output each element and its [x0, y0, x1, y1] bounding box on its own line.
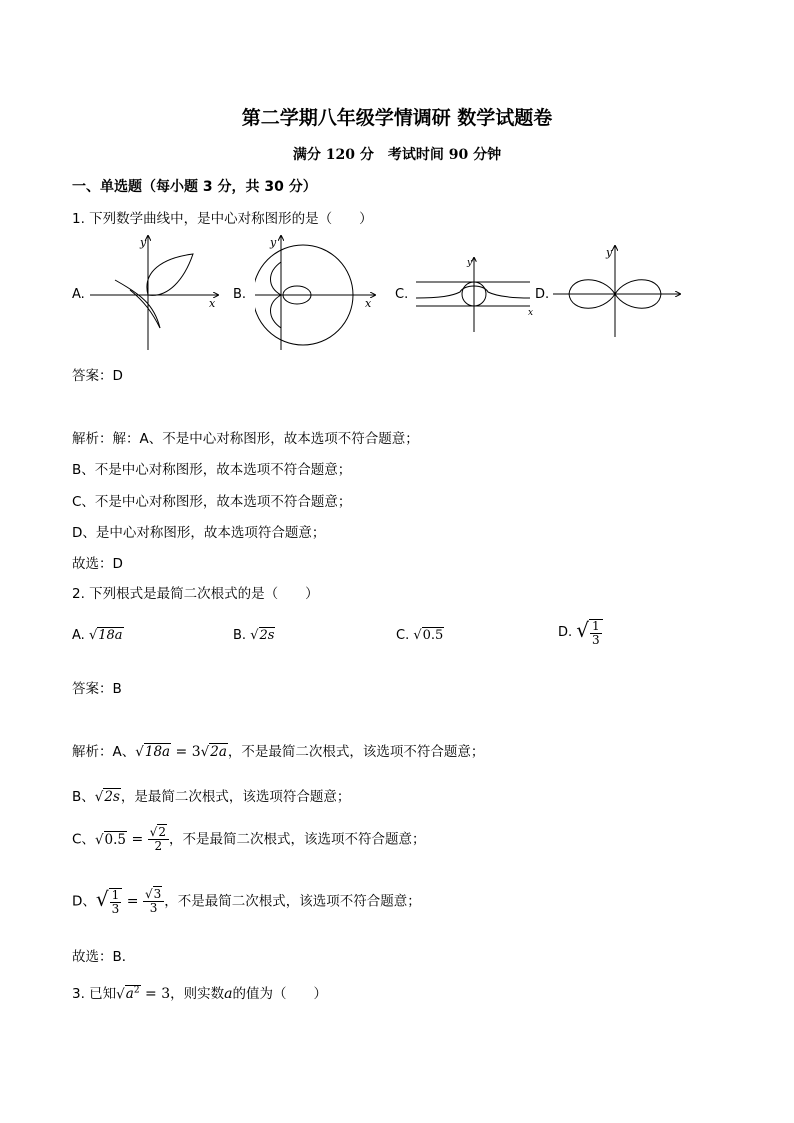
- sqrt-expression: √0.5: [413, 628, 444, 643]
- curve-branch: [115, 280, 160, 328]
- question-1-stem: 1. 下列数学曲线中，是中心对称图形的是（ ）: [72, 211, 373, 227]
- q2-answer: 答案：B: [72, 681, 122, 697]
- q1-option-c-label: C.: [395, 287, 409, 302]
- y-axis-label: y: [606, 246, 613, 259]
- q1-analysis-line: C、不是中心对称图形，故本选项不符合题意；: [72, 494, 352, 510]
- q1-figure-c: [410, 254, 538, 336]
- y-axis-label: y: [467, 258, 473, 268]
- question-3-stem: 3. 已知$√a^2 = 3$，则实数a的值为（ ）: [72, 985, 327, 1003]
- q1-analysis-line: D、是中心对称图形，故本选项符合题意；: [72, 525, 326, 541]
- q1-answer: 答案：D: [72, 368, 123, 384]
- q1-analysis-line: 解析：解：A、不是中心对称图形，故本选项不符合题意；: [72, 431, 419, 447]
- q1-analysis-line: B、不是中心对称图形，故本选项不符合题意；: [72, 462, 352, 478]
- q1-option-a-label: A.: [72, 287, 85, 302]
- sqrt-fraction: √ $\frac{1}{3}$: [576, 618, 602, 647]
- curve-branch: [130, 290, 160, 328]
- q2-option-d: D. √ $\frac{1}{3}$: [558, 618, 603, 647]
- q2-option-c: C. √0.5: [396, 628, 444, 643]
- x-axis-label: x: [528, 308, 534, 318]
- sqrt-expression: √2s: [250, 628, 275, 643]
- q1-figure-a: [90, 232, 225, 354]
- q2-analysis-line-a: 解析：A、√18a = 3√2a，不是最简二次根式，该选项不符合题意；: [72, 744, 485, 760]
- leaf-curve: [147, 254, 193, 295]
- y-axis-label: y: [140, 236, 147, 249]
- question-2-stem: 2. 下列根式是最简二次根式的是（ ）: [72, 586, 319, 602]
- curve: [416, 286, 530, 298]
- q2-analysis-line-c: C、√0.5 = $\frac{√2}{2}$ ，不是最简二次根式，该选项不符合题意；: [72, 825, 426, 854]
- q1-figure-d: [553, 242, 683, 342]
- y-axis-label: y: [270, 236, 277, 249]
- q1-option-d-label: D.: [535, 287, 550, 302]
- sqrt-expression: √18a: [88, 628, 123, 643]
- q2-option-b: B. √2s: [233, 628, 275, 643]
- q2-analysis-line-b: B、√2s，是最简二次根式，该选项符合题意；: [72, 789, 351, 805]
- q2-conclusion: 故选：B．: [72, 949, 136, 965]
- page-title: 第二学期八年级学情调研 数学试题卷: [241, 107, 553, 129]
- section-heading: 一、单选题（每小题 3 分，共 30 分）: [72, 179, 317, 195]
- x-axis-label: x: [209, 297, 216, 310]
- q2-option-a: A. √18a: [72, 628, 123, 643]
- q1-figure-b: [255, 232, 380, 354]
- x-axis-label: x: [365, 297, 372, 310]
- q1-analysis-line: 故选：D: [72, 556, 123, 572]
- exam-info: 满分 120 分 考试时间 90 分钟: [292, 147, 502, 163]
- q1-option-b-label: B.: [233, 287, 247, 302]
- q2-analysis-line-d: D、√ $\frac{1}{3}$ = $\frac{√3}{3}$ ，不是最简二次根式，该选项不符合题意；: [72, 886, 421, 916]
